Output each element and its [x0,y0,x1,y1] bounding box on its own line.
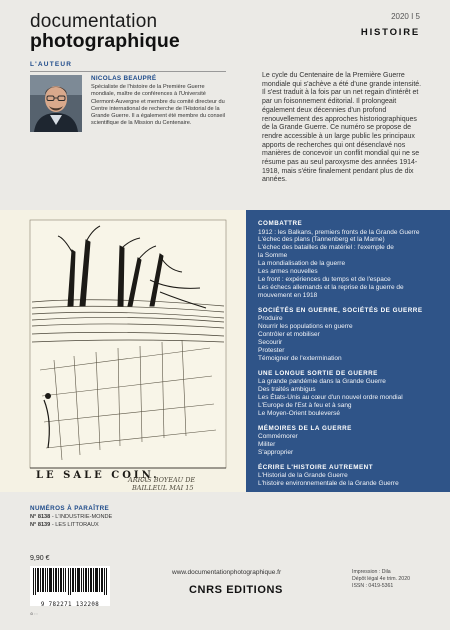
print-line: Impression : Dila [352,569,391,575]
toc-item: L'Europe de l'Est à feu et à sang [258,401,352,409]
toc-section-title: UNE LONGUE SORTIE DE GUERRE [258,369,378,377]
author-divider [30,71,226,72]
table-of-contents [246,210,450,492]
toc-item: Protester [258,346,285,354]
toc-item: La grande pandémie dans la Grande Guerre [258,378,386,386]
toc-item: L'échec des plans (Tannenberg et la Marne) [258,236,385,244]
toc-item: Nourrir les populations en guerre [258,323,353,331]
toc-section [258,425,450,457]
toc-item: Produire [258,315,283,323]
issue-number: 2020 I 5 [391,12,420,21]
upcoming-item-number: N° 8138 [30,514,51,520]
upcoming-issues [30,505,112,528]
upcoming-item-number: N° 8139 [30,522,51,528]
toc-item: Témoigner de l'extermination [258,354,342,362]
artwork-sketch [0,210,246,492]
toc-item: Le front : expériences du temps et de l'espace [258,275,391,283]
artwork-caption: LE SALE COIN. [36,470,160,481]
toc-item: S'approprier [258,448,294,456]
toc-section [258,464,450,488]
artwork-note-2: BAILLEUL MAI 15 [132,484,194,492]
toc-item: Secourir [258,338,283,346]
toc-section-title: COMBATTRE [258,220,303,227]
toc-section [258,220,450,300]
brand-bottom: photographique [30,30,180,52]
toc-section [258,307,450,363]
toc-section-title: SOCIÉTÉS EN GUERRE, SOCIÉTÉS DE GUERRE [258,306,423,314]
publisher-logo: CNRS EDITIONS [189,584,283,596]
toc-item: Des traités ambigus [258,386,316,393]
toc-item: Les États-Unis au cœur d'un nouvel ordre mondial [258,393,403,401]
toc-item: L'Historial de la Grande Guerre [258,472,348,480]
toc-section-title: MÉMOIRES DE LA GUERRE [258,424,352,432]
toc-item: Les armes nouvelles [258,268,318,276]
intro-text: Le cycle du Centenaire de la Première Guerre mondiale qui s'achève a été d'une grande intensité. Il s'est traduit à la fois par un net regain d'intérêt et par un foisonnement éditorial. Il prolongeait également deux décennies d'un profond renouvellement des approches historiographiques de la Grande Guerre. Ce numéro se propose de rendre accessible à un large public les principaux apports de recherches qui ont désenclavé nos manières de concevoir un conflit mondial qui ne se résume pas au seul paroxysme des années 1914-1918, mais s'étire finalement pendant plus de dix années. [262,72,422,184]
print-line: ISSN : 0419-5361 [352,583,394,589]
author-photo [30,75,82,132]
toc-item: L'échec des batailles de matériel : l'exemple de [258,244,394,252]
toc-item: Militer [258,441,276,449]
barcode-bars [32,568,108,595]
toc-section-title: ÉCRIRE L'HISTOIRE AUTREMENT [258,463,374,471]
toc-item: Commémorer [258,433,298,441]
website-link[interactable]: www.documentationphotographique.fr [172,569,282,576]
upcoming-title: NUMÉROS À PARAÎTRE [30,505,110,512]
recycling-logos: ♻ ▫ ▫ [30,612,38,616]
barcode-number: 9 782271 132208 [40,602,100,608]
toc-item: L'histoire environnementale de la Grande Guerre [258,480,399,488]
toc-item: La mondialisation de la guerre [258,260,346,268]
artwork-note-1: ARRAS BOYEAU DE [128,476,196,484]
author-bio: Spécialiste de l'histoire de la Première Guerre mondiale, maître de conférences à l'Université Clermont-Auvergne et membre du comité directeur du Centre international de recherche de l'Historial de la Grande Guerre. Il a également été membre du conseil scientifique de la Mission du Centenaire. [91,84,226,127]
author-heading: L'AUTEUR [30,61,73,68]
brand-top: documentation [30,11,158,32]
price: 9,90 € [30,555,50,562]
brand-logo [30,12,180,52]
upcoming-item [30,514,112,520]
toc-item: la Somme [258,252,288,260]
upcoming-item-label: - L'INDUSTRIE-MONDE [50,514,113,520]
toc-item: Le Moyen-Orient bouleversé [258,409,341,417]
author-name: NICOLAS BEAUPRÉ [91,75,157,82]
toc-item: 1912 : les Balkans, premiers fronts de la Grande Guerre [258,228,420,236]
issue-info [361,12,420,38]
print-info [352,569,410,590]
toc-item: mouvement en 1918 [258,291,318,299]
print-line: Dépôt légal 4e trim. 2020 [352,576,410,582]
barcode [30,566,110,606]
upcoming-item-label: - LES LITTORAUX [50,522,99,528]
toc-item: Contrôler et mobiliser [258,330,320,338]
toc-section [258,370,450,418]
toc-item: Les échecs allemands et la reprise de la guerre de [258,283,404,291]
series-label: HISTOIRE [360,27,420,38]
upcoming-item [30,522,112,528]
